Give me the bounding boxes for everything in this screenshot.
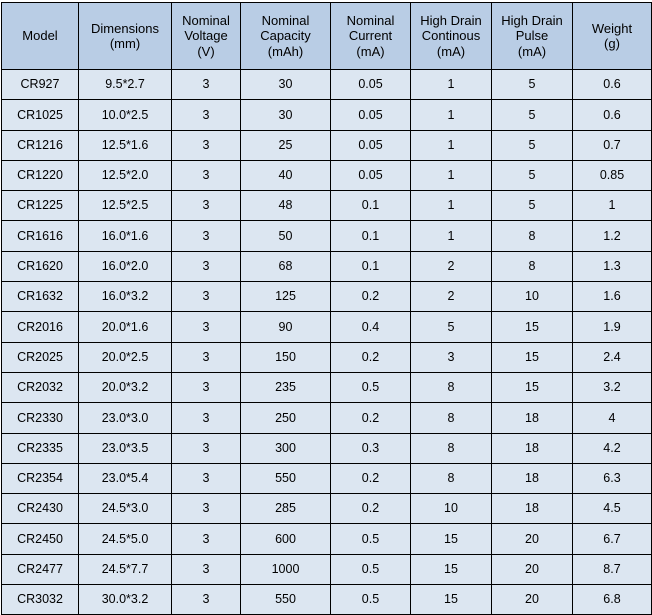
table-cell: 6.8: [573, 585, 652, 615]
table-cell: 48: [241, 191, 331, 221]
table-cell: 0.2: [331, 403, 411, 433]
table-row: [2, 463, 652, 493]
table-cell: 1: [573, 191, 652, 221]
table-cell: 0.05: [331, 130, 411, 160]
table-cell: 3: [172, 160, 241, 190]
table-row: [2, 494, 652, 524]
table-row: [2, 70, 652, 100]
column-header-line: Continous: [421, 28, 481, 44]
table-cell: 5: [492, 191, 573, 221]
table-cell: 4.2: [573, 433, 652, 463]
table-row: [2, 130, 652, 160]
table-cell: 20: [492, 524, 573, 554]
table-cell: 1.2: [573, 221, 652, 251]
table-cell: 18: [492, 433, 573, 463]
table-cell: 0.6: [573, 70, 652, 100]
table-cell: 0.7: [573, 130, 652, 160]
table-cell: 24.5*7.7: [79, 554, 172, 584]
table-cell: 16.0*2.0: [79, 251, 172, 281]
table-row: [2, 221, 652, 251]
table-cell: 285: [241, 494, 331, 524]
table-cell: 18: [492, 494, 573, 524]
table-cell: 24.5*3.0: [79, 494, 172, 524]
table-cell: 0.5: [331, 524, 411, 554]
column-header-line: Pulse: [515, 28, 549, 44]
table-cell: 4.5: [573, 494, 652, 524]
table-cell: 16.0*3.2: [79, 282, 172, 312]
column-header-line: Dimensions: [91, 20, 159, 36]
table-cell: 12.5*2.0: [79, 160, 172, 190]
table-row: [2, 372, 652, 402]
table-cell: 8: [492, 221, 573, 251]
table-cell: 8: [411, 463, 492, 493]
table-cell: 1.9: [573, 312, 652, 342]
cell-model: CR927: [2, 70, 79, 100]
table-cell: 3: [172, 433, 241, 463]
table-cell: 50: [241, 221, 331, 251]
table-cell: 0.1: [331, 191, 411, 221]
table-cell: 8: [411, 403, 492, 433]
table-cell: 20: [492, 554, 573, 584]
table-body: [2, 70, 652, 615]
table-cell: 30: [241, 100, 331, 130]
column-header-line: Nominal: [261, 13, 310, 28]
table-cell: 5: [492, 130, 573, 160]
table-row: [2, 585, 652, 615]
table-cell: 18: [492, 463, 573, 493]
column-header-line: Voltage: [184, 28, 228, 44]
column-header-line: High Drain: [501, 13, 563, 28]
table-cell: 9.5*2.7: [79, 70, 172, 100]
column-header-3: [241, 3, 331, 70]
table-cell: 3: [172, 251, 241, 281]
table-row: [2, 433, 652, 463]
column-header-line: (mA): [356, 43, 385, 59]
column-header-line: Nominal: [346, 13, 395, 28]
table-row: [2, 403, 652, 433]
table-cell: 3: [172, 403, 241, 433]
table-cell: 0.5: [331, 372, 411, 402]
table-row: [2, 191, 652, 221]
table-cell: 1: [411, 130, 492, 160]
table-cell: 90: [241, 312, 331, 342]
table-cell: 0.85: [573, 160, 652, 190]
table-row: [2, 342, 652, 372]
table-cell: 6.7: [573, 524, 652, 554]
column-header-line: (g): [604, 36, 620, 51]
table-row: [2, 100, 652, 130]
column-header-line: (mm): [109, 36, 141, 51]
table-cell: 0.5: [331, 554, 411, 584]
table-row: [2, 312, 652, 342]
table-cell: 0.3: [331, 433, 411, 463]
table-cell: 1: [411, 191, 492, 221]
table-cell: 3: [172, 312, 241, 342]
table-cell: 5: [411, 312, 492, 342]
table-cell: 10: [411, 494, 492, 524]
column-header-line: (mAh): [267, 43, 304, 59]
table-row: [2, 554, 652, 584]
table-cell: 1000: [241, 554, 331, 584]
table-cell: 30: [241, 70, 331, 100]
table-cell: 68: [241, 251, 331, 281]
table-cell: 550: [241, 463, 331, 493]
column-header-5: [411, 3, 492, 70]
battery-specification-table: [1, 2, 652, 615]
table-cell: 18: [492, 403, 573, 433]
table-cell: 16.0*1.6: [79, 221, 172, 251]
table-cell: 0.2: [331, 282, 411, 312]
column-header-line: Capacity: [260, 28, 311, 44]
cell-model: CR1632: [2, 282, 79, 312]
column-header-line: Current: [348, 28, 393, 44]
table-cell: 12.5*2.5: [79, 191, 172, 221]
table-cell: 150: [241, 342, 331, 372]
cell-model: CR1620: [2, 251, 79, 281]
table-row: [2, 160, 652, 190]
column-header-7: [573, 3, 652, 70]
table-cell: 3: [172, 221, 241, 251]
cell-model: CR2354: [2, 463, 79, 493]
table-cell: 300: [241, 433, 331, 463]
table-row: [2, 524, 652, 554]
table-cell: 0.1: [331, 221, 411, 251]
table-cell: 0.2: [331, 463, 411, 493]
table-cell: 125: [241, 282, 331, 312]
table-cell: 30.0*3.2: [79, 585, 172, 615]
column-header-line: Nominal: [182, 13, 230, 28]
table-cell: 2: [411, 251, 492, 281]
table-cell: 0.5: [331, 585, 411, 615]
column-header-line: (mA): [436, 43, 466, 59]
table-cell: 5: [492, 160, 573, 190]
cell-model: CR1220: [2, 160, 79, 190]
table-cell: 3: [172, 70, 241, 100]
table-cell: 3: [172, 554, 241, 584]
table-cell: 1.3: [573, 251, 652, 281]
table-cell: 3.2: [573, 372, 652, 402]
cell-model: CR1025: [2, 100, 79, 130]
table-cell: 3: [172, 342, 241, 372]
cell-model: CR2477: [2, 554, 79, 584]
table-cell: 15: [492, 312, 573, 342]
table-cell: 15: [411, 554, 492, 584]
table-cell: 3: [172, 100, 241, 130]
column-header-0: [2, 3, 79, 70]
table-cell: 1: [411, 70, 492, 100]
table-row: [2, 251, 652, 281]
cell-model: CR2032: [2, 372, 79, 402]
cell-model: CR3032: [2, 585, 79, 615]
table-cell: 3: [172, 372, 241, 402]
table-cell: 3: [172, 191, 241, 221]
table-cell: 0.2: [331, 494, 411, 524]
column-header-line: High Drain: [420, 13, 482, 28]
column-header-6: [492, 3, 573, 70]
cell-model: CR2016: [2, 312, 79, 342]
table-cell: 1.6: [573, 282, 652, 312]
table-cell: 5: [492, 100, 573, 130]
table-cell: 1: [411, 100, 492, 130]
table-cell: 5: [492, 70, 573, 100]
table-cell: 8.7: [573, 554, 652, 584]
cell-model: CR1225: [2, 191, 79, 221]
table-row: [2, 282, 652, 312]
table-cell: 8: [492, 251, 573, 281]
table-cell: 0.1: [331, 251, 411, 281]
table-cell: 15: [492, 342, 573, 372]
table-cell: 24.5*5.0: [79, 524, 172, 554]
table-cell: 20.0*3.2: [79, 372, 172, 402]
table-cell: 6.3: [573, 463, 652, 493]
cell-model: CR1216: [2, 130, 79, 160]
table-cell: 23.0*5.4: [79, 463, 172, 493]
column-header-4: [331, 3, 411, 70]
table-cell: 3: [172, 524, 241, 554]
table-cell: 15: [411, 524, 492, 554]
table-header: [2, 3, 652, 70]
table-cell: 2.4: [573, 342, 652, 372]
table-cell: 20.0*1.6: [79, 312, 172, 342]
cell-model: CR1616: [2, 221, 79, 251]
cell-model: CR2330: [2, 403, 79, 433]
table-cell: 2: [411, 282, 492, 312]
table-cell: 3: [172, 463, 241, 493]
table-cell: 0.05: [331, 70, 411, 100]
table-cell: 235: [241, 372, 331, 402]
table-header-row: [2, 3, 652, 70]
table-cell: 20.0*2.5: [79, 342, 172, 372]
table-cell: 23.0*3.0: [79, 403, 172, 433]
table-cell: 1: [411, 221, 492, 251]
table-cell: 15: [492, 372, 573, 402]
table-cell: 0.4: [331, 312, 411, 342]
table-cell: 600: [241, 524, 331, 554]
table-cell: 3: [411, 342, 492, 372]
table-cell: 3: [172, 494, 241, 524]
table-cell: 23.0*3.5: [79, 433, 172, 463]
table-cell: 0.6: [573, 100, 652, 130]
table-cell: 10.0*2.5: [79, 100, 172, 130]
cell-model: CR2430: [2, 494, 79, 524]
table-cell: 0.05: [331, 160, 411, 190]
table-cell: 12.5*1.6: [79, 130, 172, 160]
table-cell: 550: [241, 585, 331, 615]
table-cell: 10: [492, 282, 573, 312]
table-cell: 15: [411, 585, 492, 615]
table-cell: 3: [172, 282, 241, 312]
table-cell: 20: [492, 585, 573, 615]
table-cell: 4: [573, 403, 652, 433]
cell-model: CR2450: [2, 524, 79, 554]
table-cell: 25: [241, 130, 331, 160]
table-cell: 1: [411, 160, 492, 190]
column-header-line: Weight: [591, 20, 633, 36]
table-cell: 8: [411, 433, 492, 463]
table-cell: 8: [411, 372, 492, 402]
cell-model: CR2335: [2, 433, 79, 463]
column-header-2: [172, 3, 241, 70]
column-header-line: (V): [197, 43, 215, 59]
table-cell: 0.2: [331, 342, 411, 372]
table-cell: 0.05: [331, 100, 411, 130]
table-cell: 3: [172, 130, 241, 160]
column-header-line: Model: [22, 28, 58, 44]
column-header-line: (mA): [517, 43, 547, 59]
column-header-1: [79, 3, 172, 70]
table-cell: 3: [172, 585, 241, 615]
table-cell: 250: [241, 403, 331, 433]
table-cell: 40: [241, 160, 331, 190]
cell-model: CR2025: [2, 342, 79, 372]
